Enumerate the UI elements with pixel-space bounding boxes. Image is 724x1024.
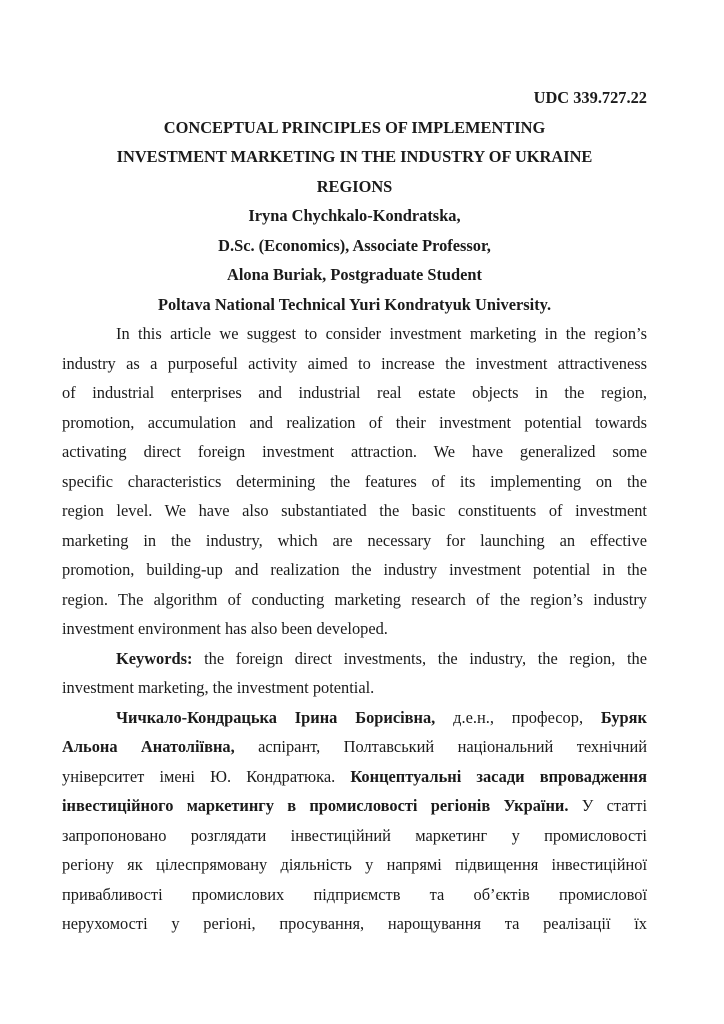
text-line (62, 378, 647, 408)
abstract-en (62, 319, 647, 644)
bold-text-run: Альона Анатоліївна, (62, 737, 235, 756)
article-title-line-3: REGIONS (316, 176, 393, 196)
bold-text-run: Keywords: (116, 648, 193, 668)
text-line (62, 496, 647, 526)
affiliation: Poltava National Technical Yuri Kondratyuk University. (157, 294, 552, 314)
text-line (62, 349, 647, 379)
bold-text-run: Буряк (600, 707, 647, 727)
annotation-uk (62, 703, 647, 939)
udc-number: UDC 339.727.22 (533, 88, 647, 107)
bold-text-run: Чичкало-Кондрацька Ірина Борисівна, (116, 707, 436, 727)
author-name-primary: Iryna Chychkalo-Kondratska, (248, 206, 461, 225)
text-run: У статті (568, 796, 648, 815)
text-run: promotion, building-up and realization the industry investment potential in the (62, 560, 647, 579)
text-line (62, 909, 647, 939)
text-line (62, 762, 647, 792)
text-run: the foreign direct investments, the industry, the region, the (192, 648, 647, 668)
text-run: привабливості промислових підприємств та об’єктів промислової (62, 884, 647, 904)
text-run: region level. We have also substantiated the basic constituents of investment (62, 501, 647, 520)
bold-text-run: Концептуальні засади впровадження (350, 766, 647, 786)
text-line (62, 673, 647, 703)
text-run: region. The algorithm of conducting marketing research of the region’s industry (62, 589, 647, 609)
text-line (62, 614, 647, 644)
text-run: industry as a purposeful activity aimed to increase the investment attractiveness (62, 353, 647, 373)
text-run: регіону як цілеспрямовану діяльність у напрямі підвищення інвестиційної (62, 855, 647, 874)
text-run: аспірант, Полтавський національний технічний (234, 737, 647, 756)
text-run: д.е.н., професор, (435, 707, 601, 727)
text-line (62, 880, 647, 910)
text-run: In this article we suggest to consider investment marketing in the region’s (116, 324, 647, 343)
author-name-secondary: Alona Buriak, Postgraduate Student (227, 265, 482, 284)
text-line (62, 408, 647, 438)
text-run: університет імені Ю. Кондратюка. (62, 766, 351, 786)
keywords-en (62, 644, 647, 703)
text-line (62, 437, 647, 467)
text-line (62, 850, 647, 880)
text-run: investment marketing, the investment potential. (62, 678, 375, 697)
text-line (62, 703, 647, 733)
text-line (62, 644, 647, 674)
text-run: activating direct foreign investment attraction. We have generalized some (62, 442, 647, 461)
text-run: promotion, accumulation and realization of their investment potential towards (62, 412, 647, 432)
bold-text-run: інвестиційного маркетингу в промисловості регіонів України. (62, 796, 569, 815)
author-degree: D.Sc. (Economics), Associate Professor, (218, 235, 491, 255)
text-run: нерухомості у регіоні, просування, нарощування та реалізації їх (62, 914, 647, 933)
text-line (62, 791, 647, 821)
text-run: of industrial enterprises and industrial real estate objects in the region, (62, 383, 647, 402)
text-line (62, 467, 647, 497)
text-run: specific characteristics determining the features of its implementing on the (62, 471, 647, 491)
text-line (62, 555, 647, 585)
article-title-line-1: CONCEPTUAL PRINCIPLES OF IMPLEMENTING (163, 117, 546, 137)
text-line (62, 319, 647, 349)
document-body (62, 319, 647, 939)
text-line (62, 526, 647, 556)
text-line (62, 585, 647, 615)
text-run: investment environment has also been developed. (62, 619, 388, 638)
article-title-line-2: INVESTMENT MARKETING IN THE INDUSTRY OF UKRAINE (116, 147, 593, 166)
text-line (62, 732, 647, 762)
text-line (62, 821, 647, 851)
text-run: запропоновано розглядати інвестиційний маркетинг у промисловості (62, 825, 647, 845)
text-run: marketing in the industry, which are necessary for launching an effective (62, 530, 647, 550)
